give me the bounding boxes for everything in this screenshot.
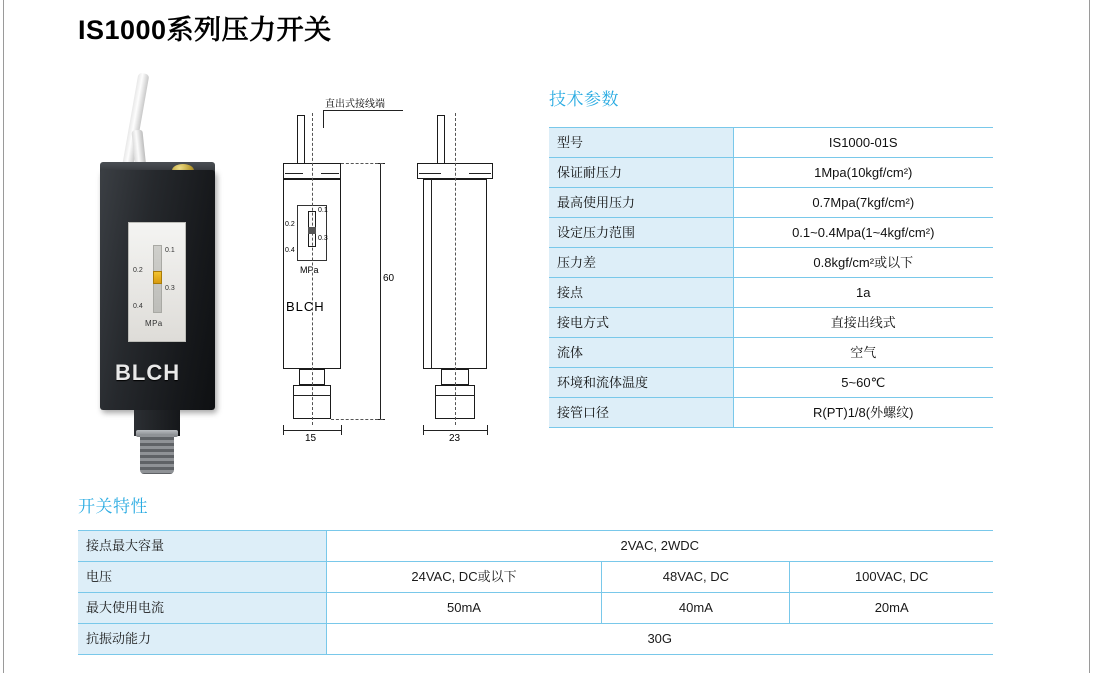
photo-brand-logo: BLCH — [115, 360, 181, 385]
drawing-height-ext-bottom — [331, 419, 383, 420]
drawing-tick-0-1: 0.1 — [318, 207, 328, 214]
drawing-side-width-dim-tick-left — [423, 425, 424, 435]
spec-label-6: 接电方式 — [549, 308, 733, 338]
spec-value-3: 0.1~0.4Mpa(1~4kgf/cm²) — [733, 218, 993, 248]
photo-port-thread — [140, 434, 174, 474]
switch-value-2-1: 40mA — [602, 593, 790, 624]
switch-label-2: 最大使用电流 — [78, 593, 326, 624]
drawing-width-dim-tick-left — [283, 425, 284, 435]
spec-value-8: 5~60℃ — [733, 368, 993, 398]
switch-label-0: 接点最大容量 — [78, 531, 326, 562]
drawing-center-axis — [312, 113, 313, 425]
drawing-height-dim-value: 60 — [383, 273, 395, 284]
drawing-height-ext-top — [341, 163, 383, 164]
spec-label-8: 环境和流体温度 — [549, 368, 733, 398]
table-row — [549, 278, 993, 308]
drawing-width-dim-tick-right — [341, 425, 342, 435]
drawing-tick-0-3: 0.3 — [318, 235, 328, 242]
page-edge-right — [1089, 0, 1090, 673]
drawing-side-width-dim-line — [423, 430, 487, 431]
page-title-rest: 系列压力开关 — [166, 15, 332, 45]
spec-value-1: 1Mpa(10kgf/cm²) — [733, 158, 993, 188]
drawing-side-body-edge — [431, 179, 432, 369]
drawing-side-cap-detail-1 — [419, 173, 441, 174]
switch-value-0-0: 2VAC, 2WDC — [326, 531, 993, 562]
spec-value-0: IS1000-01S — [733, 128, 993, 158]
photo-scale-window — [128, 222, 186, 342]
spec-value-6: 直接出线式 — [733, 308, 993, 338]
drawing-side-cap-detail-2 — [469, 173, 491, 174]
switch-value-2-0: 50mA — [326, 593, 602, 624]
photo-scale-indicator — [153, 271, 162, 284]
page-title — [78, 8, 332, 47]
switch-section-heading: 开关特性 — [78, 497, 148, 516]
photo-tick-0-1: 0.1 — [165, 247, 175, 254]
drawing-front-view — [275, 95, 410, 445]
drawing-callout-leader-tick — [323, 110, 324, 128]
photo-tick-0-2: 0.2 — [133, 267, 143, 274]
table-row — [549, 398, 993, 428]
table-row — [549, 218, 993, 248]
spec-label-5: 接点 — [549, 278, 733, 308]
spec-value-5: 1a — [733, 278, 993, 308]
table-row — [78, 624, 993, 655]
drawing-side-view — [415, 95, 535, 445]
product-photo — [60, 70, 290, 450]
switch-value-1-1: 48VAC, DC — [602, 562, 790, 593]
drawing-tick-0-4: 0.4 — [285, 247, 295, 254]
table-row — [549, 248, 993, 278]
table-row — [78, 531, 993, 562]
switch-value-3-0: 30G — [326, 624, 993, 655]
spec-label-4: 压力差 — [549, 248, 733, 278]
drawing-height-dim-line — [380, 163, 381, 419]
spec-table — [549, 127, 993, 428]
spec-value-4: 0.8kgf/cm²或以下 — [733, 248, 993, 278]
spec-value-9: R(PT)1/8(外螺纹) — [733, 398, 993, 428]
switch-value-1-2: 100VAC, DC — [790, 562, 993, 593]
switch-label-1: 电压 — [78, 562, 326, 593]
photo-tick-0-4: 0.4 — [133, 303, 143, 310]
table-row — [549, 308, 993, 338]
spec-label-9: 接管口径 — [549, 398, 733, 428]
table-row — [549, 128, 993, 158]
spec-label-2: 最高使用压力 — [549, 188, 733, 218]
drawing-side-lead-wire — [437, 115, 445, 165]
page-title-model: IS1000 — [78, 15, 167, 45]
drawing-side-center-axis — [455, 113, 456, 425]
drawing-width-dim-line — [283, 430, 341, 431]
drawing-callout-leader — [323, 110, 403, 111]
drawing-brand-logo: BLCH — [286, 299, 325, 314]
drawing-cap-detail-1 — [285, 173, 303, 174]
table-row — [78, 562, 993, 593]
drawing-unit-label: MPa — [300, 265, 319, 275]
switch-value-1-0: 24VAC, DC或以下 — [326, 562, 602, 593]
drawing-lead-wire — [297, 115, 305, 165]
table-row — [549, 368, 993, 398]
spec-label-0: 型号 — [549, 128, 733, 158]
photo-tick-0-3: 0.3 — [165, 285, 175, 292]
drawing-side-width-dim-tick-right — [487, 425, 488, 435]
switch-characteristics-table — [78, 530, 993, 655]
spec-label-1: 保证耐压力 — [549, 158, 733, 188]
spec-value-2: 0.7Mpa(7kgf/cm²) — [733, 188, 993, 218]
page-edge-left — [3, 0, 4, 673]
table-row — [78, 593, 993, 624]
drawing-cap-detail-2 — [321, 173, 339, 174]
spec-label-7: 流体 — [549, 338, 733, 368]
spec-label-3: 设定压力范围 — [549, 218, 733, 248]
photo-unit-label: MPa — [145, 319, 163, 328]
spec-value-7: 空气 — [733, 338, 993, 368]
spec-section-heading: 技术参数 — [549, 90, 619, 109]
drawing-side-width-dim-value: 23 — [449, 433, 461, 444]
table-row — [549, 158, 993, 188]
switch-value-2-2: 20mA — [790, 593, 993, 624]
table-row — [549, 338, 993, 368]
drawing-width-dim-value: 15 — [305, 433, 317, 444]
table-row — [549, 188, 993, 218]
drawing-tick-0-2: 0.2 — [285, 221, 295, 228]
switch-label-3: 抗振动能力 — [78, 624, 326, 655]
drawing-callout-label: 直出式接线端 — [325, 99, 385, 110]
